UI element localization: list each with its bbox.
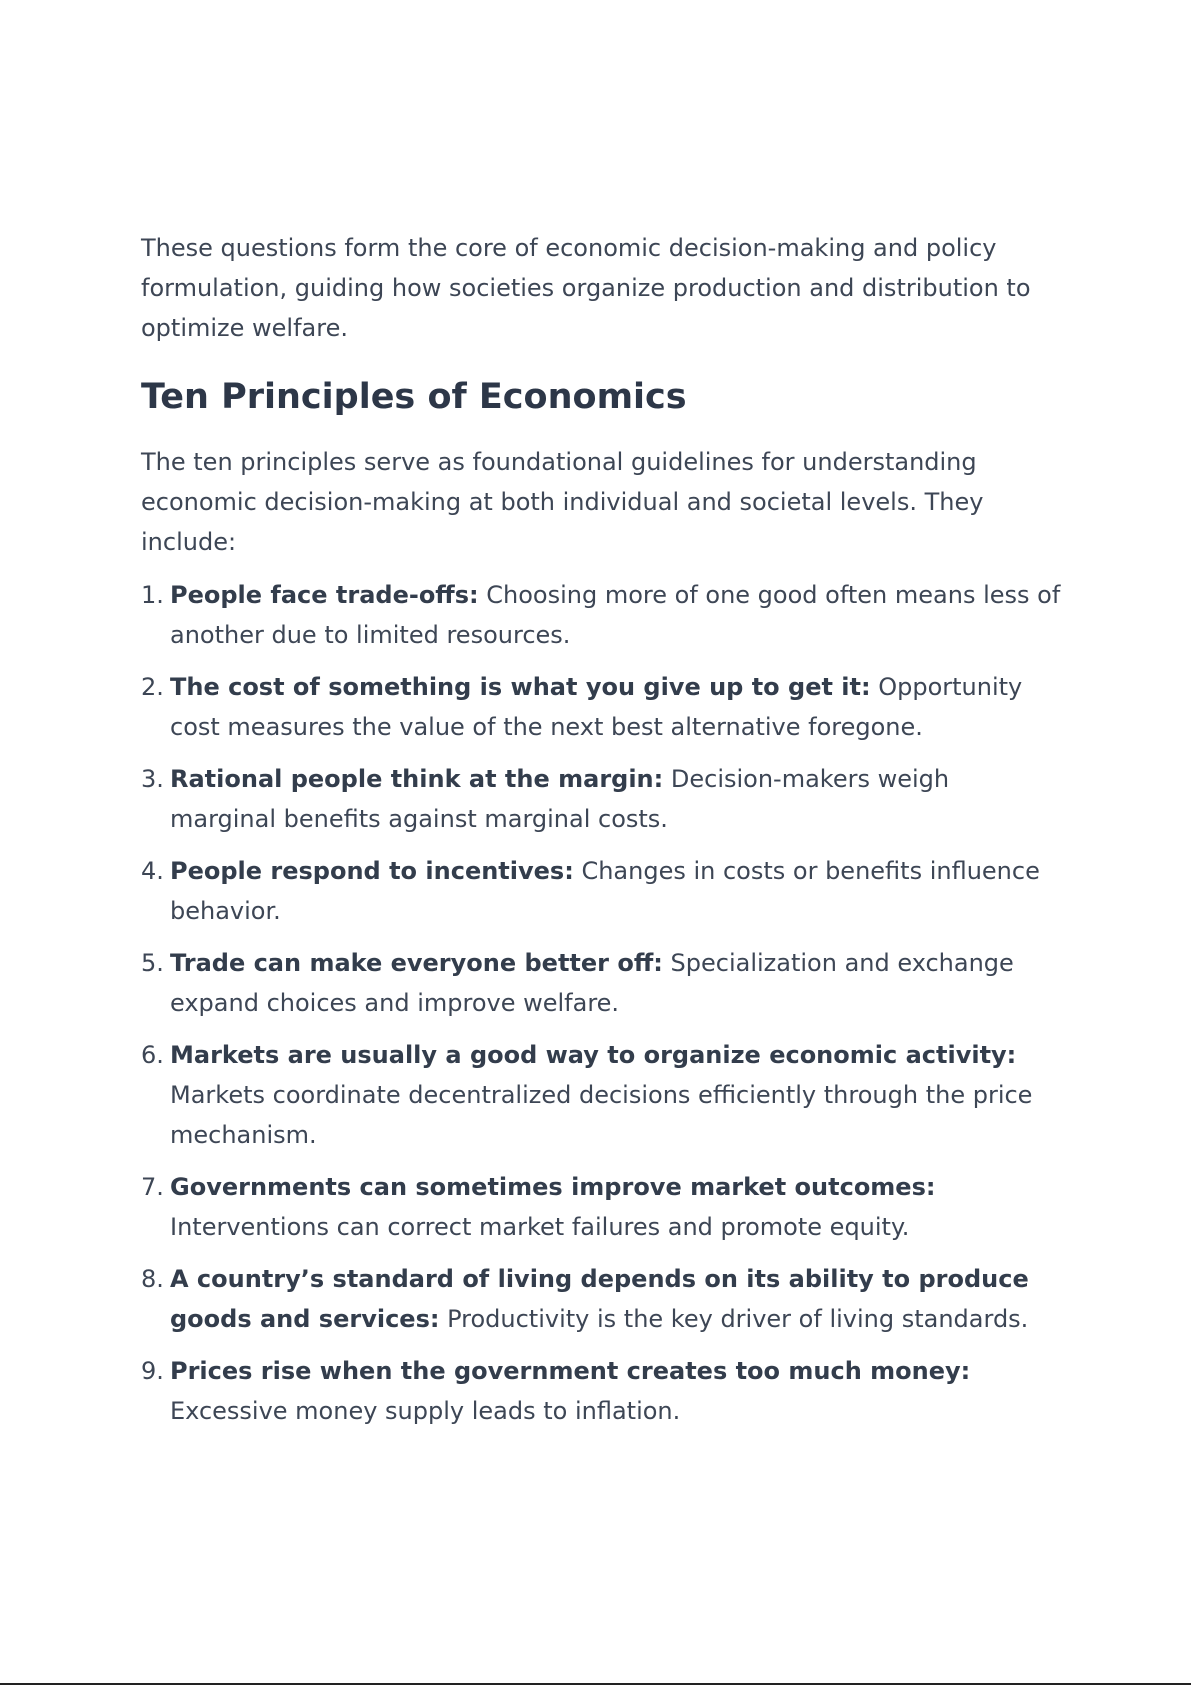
section-lead-paragraph: The ten principles serve as foundational guidelines for understanding economic decision-making at both individual and societal levels. They include:: [141, 448, 984, 556]
principle-item: [141, 1351, 1061, 1431]
principle-description: Markets coordinate decentralized decisions efficiently through the price mechanism.: [170, 1081, 1033, 1149]
principle-item: [141, 851, 1061, 931]
principle-item: [141, 943, 1061, 1023]
principle-item: [141, 1259, 1061, 1339]
principle-term: Rational people think at the margin:: [170, 765, 664, 793]
section-heading: Ten Principles of Economics: [141, 377, 687, 417]
principle-description: Interventions can correct market failures and promote equity.: [170, 1213, 910, 1241]
principle-number: 9.: [141, 1357, 164, 1385]
principle-number: 7.: [141, 1173, 164, 1201]
principle-number: 4.: [141, 857, 164, 885]
intro-paragraph: These questions form the core of economic decision-making and policy formulation, guiding how societies organize production and distribution to optimize welfare.: [141, 234, 1031, 342]
principle-description: Productivity is the key driver of living standards.: [439, 1305, 1029, 1333]
principle-term: People respond to incentives:: [170, 857, 574, 885]
principle-number: 1.: [141, 581, 164, 609]
principle-item: [141, 575, 1061, 655]
principle-description: Choosing more of one good often means less of another due to limited resources.: [170, 581, 1061, 649]
principles-list: [141, 575, 1061, 1431]
principle-number: 3.: [141, 765, 164, 793]
principle-term: Trade can make everyone better off:: [170, 949, 663, 977]
principle-item: [141, 759, 1061, 839]
principle-term: Markets are usually a good way to organize economic activity:: [170, 1041, 1017, 1069]
principle-term: A country’s standard of living depends on its ability to produce goods and services:: [170, 1265, 1029, 1333]
document-page: [141, 228, 1061, 1443]
principle-item: [141, 667, 1061, 747]
principle-description: Opportunity cost measures the value of the next best alternative foregone.: [170, 673, 1023, 741]
principle-description: Excessive money supply leads to inflation.: [170, 1397, 681, 1425]
principle-item: [141, 1035, 1061, 1155]
principle-item: [141, 1167, 1061, 1247]
principle-term: Governments can sometimes improve market outcomes:: [170, 1173, 936, 1201]
principle-number: 2.: [141, 673, 164, 701]
principle-term: People face trade-offs:: [170, 581, 479, 609]
principle-term: Prices rise when the government creates too much money:: [170, 1357, 971, 1385]
principle-number: 8.: [141, 1265, 164, 1293]
principle-number: 5.: [141, 949, 164, 977]
principle-description: Specialization and exchange expand choices and improve welfare.: [170, 949, 1014, 1017]
principle-term: The cost of something is what you give up to get it:: [170, 673, 871, 701]
principle-description: Decision-makers weigh marginal benefits against marginal costs.: [170, 765, 950, 833]
principle-description: Changes in costs or benefits influence behavior.: [170, 857, 1040, 925]
principle-number: 6.: [141, 1041, 164, 1069]
